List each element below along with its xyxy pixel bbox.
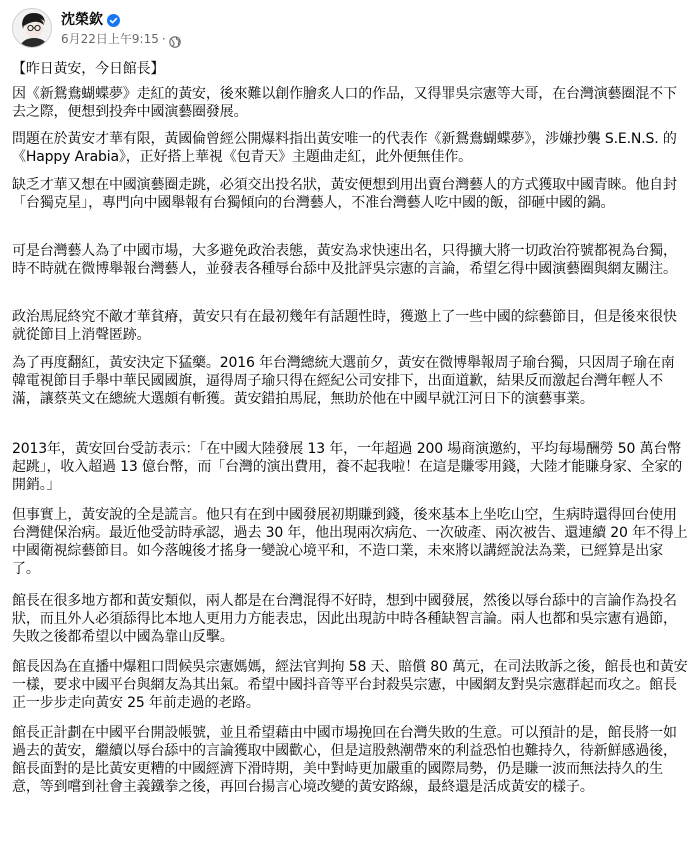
post-paragraph: 政治馬屁終究不敵才華貧瘠，黃安只有在最初幾年有話題性時，獲邀上了一些中國的綜藝節目，但是後來很快就從節目上消聲匿跡。 <box>12 309 677 343</box>
post-timestamp[interactable]: 6月22日上午9:15 <box>61 32 159 46</box>
meta-separator: · <box>161 31 166 46</box>
post-paragraph: 館長正計劃在中國平台開設帳號，並且希望藉由中國市場挽回在台灣失敗的生意。可以預計的是，館長將一如過去的黃安，繼續以辱台舔中的言論獲取中國歡心，但是這股熱潮帶來的利益恐怕也難持久，待新鮮感過後，館長面對的是比黃安更糟的中國經濟下滑時期，美中對峙更加嚴重的國際局勢，仍是賺一波而無法持久的生意，等到嚐到社會主義鐵拳之後，再回台揚言心境改變的黃安路線，最終還是活成黃安的樣子。 <box>12 725 677 795</box>
post-paragraph: 缺乏才華又想在中國演藝圈走跳，必須交出投名狀，黃安便想到用出賣台灣藝人的方式獲取中國青睞。他自封「台獨克星」，專門向中國舉報有台獨傾向的台灣藝人，不准台灣藝人吃中國的飯，卻砸中國的鍋。 <box>12 177 677 211</box>
avatar-portrait-icon <box>13 9 52 48</box>
post-paragraph: 為了再度翻紅，黃安決定下猛藥。2016 年台灣總統大選前夕，黃安在微博舉報周子瑜台獨，只因周子瑜在南韓電視節目手舉中華民國國旗，逼得周子瑜只得在經紀公司安排下，出面道歉，結果反而激起台灣年輕人不滿，讓蔡英文在總統大選頗有斬獲。黃安錯拍馬屁，無助於他在中國早就江河日下的演藝事業。 <box>12 355 675 407</box>
post-time-row <box>61 31 181 47</box>
post-paragraph: 因《新鴛鴦蝴蝶夢》走紅的黃安，後來難以創作膾炙人口的作品，又得罪吳宗憲等大哥，在台灣演藝圈混不下去之際，便想到投奔中國演藝圈發展。 <box>12 86 677 120</box>
author-name[interactable]: 沈榮欽 <box>61 11 103 28</box>
post-paragraph: 但事實上，黃安說的全是謊言。他只有在到中國發展初期賺到錢，後來基本上坐吃山空，生病時還得回台使用台灣健保治病。最近他受訪時承認，過去 30 年，他出現兩次病危、一次破產、兩次被告、還連續 20 年不得上中國衛視綜藝節目。如今落魄後才搖身一變說心境平和，不造口業，未來將以講經說法為業，已經算是出家了。 <box>12 507 688 577</box>
post-headline: 【昨日黃安，今日館長】 <box>12 61 165 77</box>
post-paragraph: 問題在於黃安才華有限，黃國倫曾經公開爆料指出黃安唯一的代表作《新鴛鴦蝴蝶夢》，涉嫌抄襲 S.E.N.S. 的《Happy Arabia》，正好搭上華視《包青天》主題曲走紅，此外便無佳作。 <box>12 131 677 165</box>
author-row <box>61 10 181 28</box>
globe-icon[interactable] <box>169 33 181 45</box>
author-avatar[interactable] <box>12 8 52 48</box>
post-meta <box>61 10 181 47</box>
post-header <box>12 6 181 50</box>
post-paragraph: 可是台灣藝人為了中國市場，大多避免政治表態，黃安為求快速出名，只得擴大將一切政治符號都視為台獨，時不時就在微博舉報台灣藝人，並發表各種辱台舔中及批評吳宗憲的言論，希望乞得中國演藝圈與網友關注。 <box>12 243 677 277</box>
post-paragraph: 館長在很多地方都和黃安類似，兩人都是在台灣混得不好時，想到中國發展，然後以辱台舔中的言論作為投名狀，而且外人必須舔得比本地人更用力方能表忠，因此出現訪中時各種缺智言論。兩人也都和吳宗憲有過節，失敗之後都希望以中國為靠山反擊。 <box>12 593 677 645</box>
verified-badge-icon <box>107 12 120 25</box>
post-paragraph: 2013年，黃安回台受訪表示：「在中國大陸發展 13 年，一年超過 200 場商演邀約，平均每場酬勞 50 萬台幣起跳」，收入超過 13 億台幣，而「台灣的演出費用，養不起我啦！在這是賺零用錢，大陸才能賺身家、全家的開銷。」 <box>12 441 683 493</box>
post-paragraph: 館長因為在直播中爆粗口問候吳宗憲媽媽，經法官判拘 58 天、賠償 80 萬元，在司法敗訴之後，館長也和黃安一樣，要求中國平台與網友為其出氣。希望中國抖音等平台封殺吳宗憲，中國網友對吳宗憲群起而攻之。館長正一步步走向黃安 25 年前走過的老路。 <box>12 659 688 711</box>
